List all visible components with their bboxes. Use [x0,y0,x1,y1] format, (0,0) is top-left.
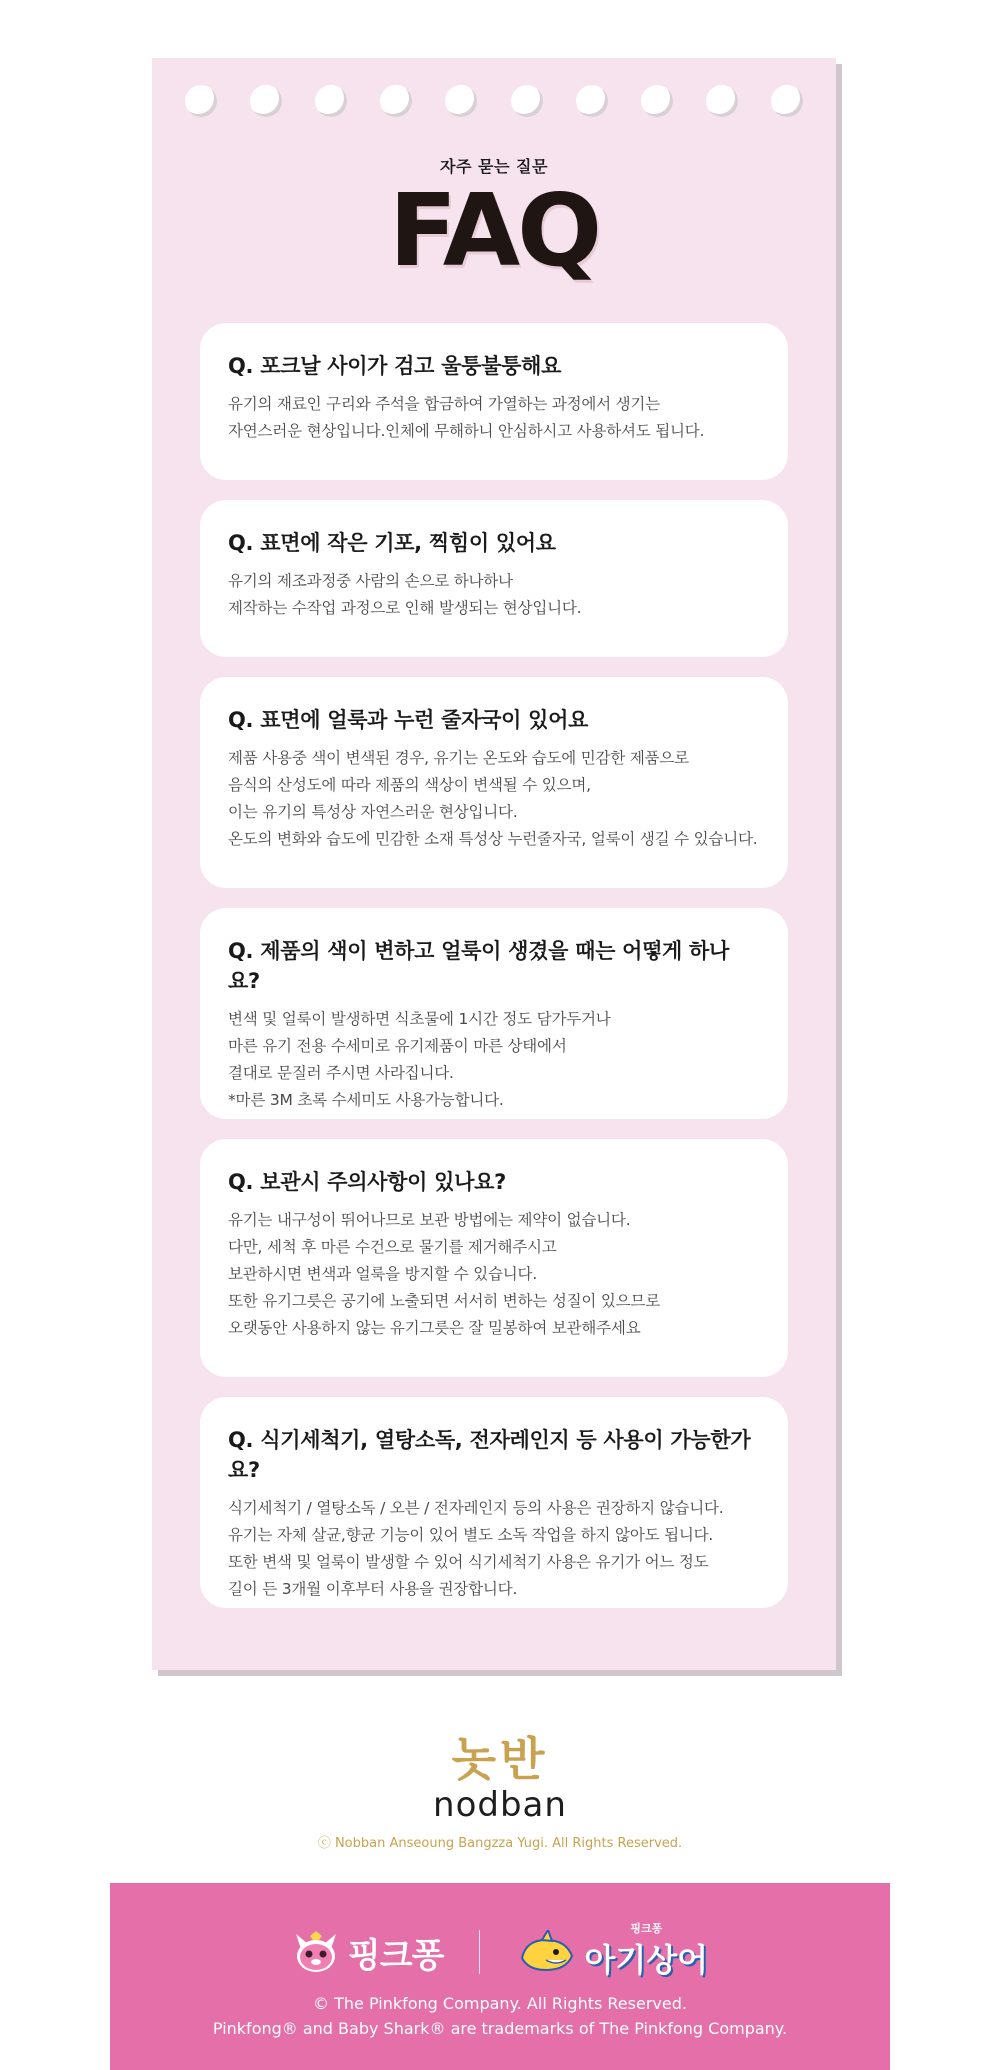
brand-logo-english: nodban [433,1785,567,1825]
faq-answer-line: 보관하시면 변색과 얼룩을 방지할 수 있습니다. [228,1265,538,1283]
baby-shark-logo-small-text: 핑크퐁 [630,1922,663,1935]
faq-answer-line: *마른 3M 초록 수세미도 사용가능합니다. [228,1091,504,1109]
faq-answer-line: 변색 및 얼룩이 발생하면 식초물에 1시간 정도 담가두거나 [228,1010,611,1028]
faq-answer-line: 유기의 재료인 구리와 주석을 합금하여 가열하는 과정에서 생기는 [228,395,660,413]
faq-answer-line: 유기는 자체 살균,향균 기능이 있어 별도 소독 작업을 하지 않아도 됩니다. [228,1526,714,1544]
baby-shark-logo [516,1923,708,1981]
faq-answer-line: 또한 유기그릇은 공기에 노출되면 서서히 변하는 성질이 있으므로 [228,1292,660,1310]
faq-answer-line: 유기는 내구성이 뛰어나므로 보관 방법에는 제약이 없습니다. [228,1211,631,1229]
faq-answer-line: 또한 변색 및 얼룩이 발생할 수 있어 식기세척기 사용은 유기가 어느 정도 [228,1553,709,1571]
faq-question: Q. 제품의 색이 변하고 얼룩이 생겼을 때는 어떻게 하나요? [228,939,730,993]
faq-question: Q. 표면에 작은 기포, 찍힘이 있어요 [228,531,556,555]
faq-answer-line: 다만, 세척 후 마른 수건으로 물기를 제거해주시고 [228,1238,557,1256]
faq-header [152,154,836,289]
faq-answer-line: 식기세척기 / 열탕소독 / 오븐 / 전자레인지 등의 사용은 권장하지 않습니다. [228,1499,724,1517]
logo-divider [479,1930,480,1974]
pinkfong-logo-text: 핑크퐁 [347,1935,444,1976]
faq-question: Q. 보관시 주의사항이 있나요? [228,1170,506,1194]
faq-answer-line: 오랫동안 사용하지 않는 유기그릇은 잘 밀봉하여 보관해주세요 [228,1319,641,1337]
baby-shark-logo-text: 아기상어 [584,1941,709,1979]
binder-hole [576,85,608,117]
faq-card-2 [200,500,788,657]
baby-shark-icon [516,1930,576,1974]
faq-card-1 [200,323,788,480]
faq-question: Q. 식기세척기, 열탕소독, 전자레인지 등 사용이 가능한가요? [228,1428,751,1482]
binder-hole [641,85,673,117]
pinkfong-footer [110,1883,890,2070]
brand-block [0,1732,1000,1851]
faq-question: Q. 표면에 얼룩과 누런 줄자국이 있어요 [228,708,589,732]
faq-answer-line: 자연스러운 현상입니다.인체에 무해하니 안심하시고 사용하셔도 됩니다. [228,422,705,440]
faq-answer-line: 제작하는 수작업 과정으로 인해 발생되는 현상입니다. [228,599,582,617]
faq-answer-line: 이는 유기의 특성상 자연스러운 현상입니다. [228,803,518,821]
brand-logo-korean: 놋반 [451,1732,549,1786]
faq-answer-line: 제품 사용중 색이 변색된 경우, 유기는 온도와 습도에 민감한 제품으로 [228,749,689,767]
binder-hole [445,85,477,117]
binder-hole [380,85,412,117]
binder-hole [315,85,347,117]
faq-answer-line: 음식의 산성도에 따라 제품의 색상이 변색될 수 있으며, [228,776,591,794]
faq-card-6 [200,1397,788,1608]
faq-answer-line: 유기의 제조과정중 사람의 손으로 하나하나 [228,572,513,590]
brand-copyright: ⓒ Nobban Anseoung Bangzza Yugi. All Rights Reserved. [317,1836,683,1851]
faq-card-3 [200,677,788,888]
binder-hole [706,85,738,117]
pinkfong-logo [292,1928,444,1977]
binder-hole [771,85,803,117]
faq-answer-line: 길이 든 3개월 이후부터 사용을 권장합니다. [228,1580,518,1598]
binder-hole [511,85,543,117]
faq-title: FAQ [388,172,600,289]
faq-notepad [152,58,836,1670]
faq-subtitle: 자주 묻는 질문 [440,157,548,176]
binder-rings [185,85,803,117]
faq-answer-line: 결대로 문질러 주시면 사라집니다. [228,1064,454,1082]
footer-copyright: © The Pinkfong Company. All Rights Reserved. [313,1994,687,2013]
faq-answer-line: 온도의 변화와 습도에 민감한 소재 특성상 누런줄자국, 얼룩이 생길 수 있습니다. [228,830,758,848]
pinkfong-fox-icon [292,1930,340,1974]
faq-card-5 [200,1139,788,1377]
footer-trademark: Pinkfong® and Baby Shark® are trademarks of The Pinkfong Company. [212,2019,788,2038]
partner-logos [110,1923,890,1981]
binder-hole [250,85,282,117]
faq-card-4 [200,908,788,1119]
faq-answer-line: 마른 유기 전용 수세미로 유기제품이 마른 상태에서 [228,1037,567,1055]
binder-hole [185,85,217,117]
faq-question: Q. 포크날 사이가 검고 울퉁불퉁해요 [228,354,562,378]
